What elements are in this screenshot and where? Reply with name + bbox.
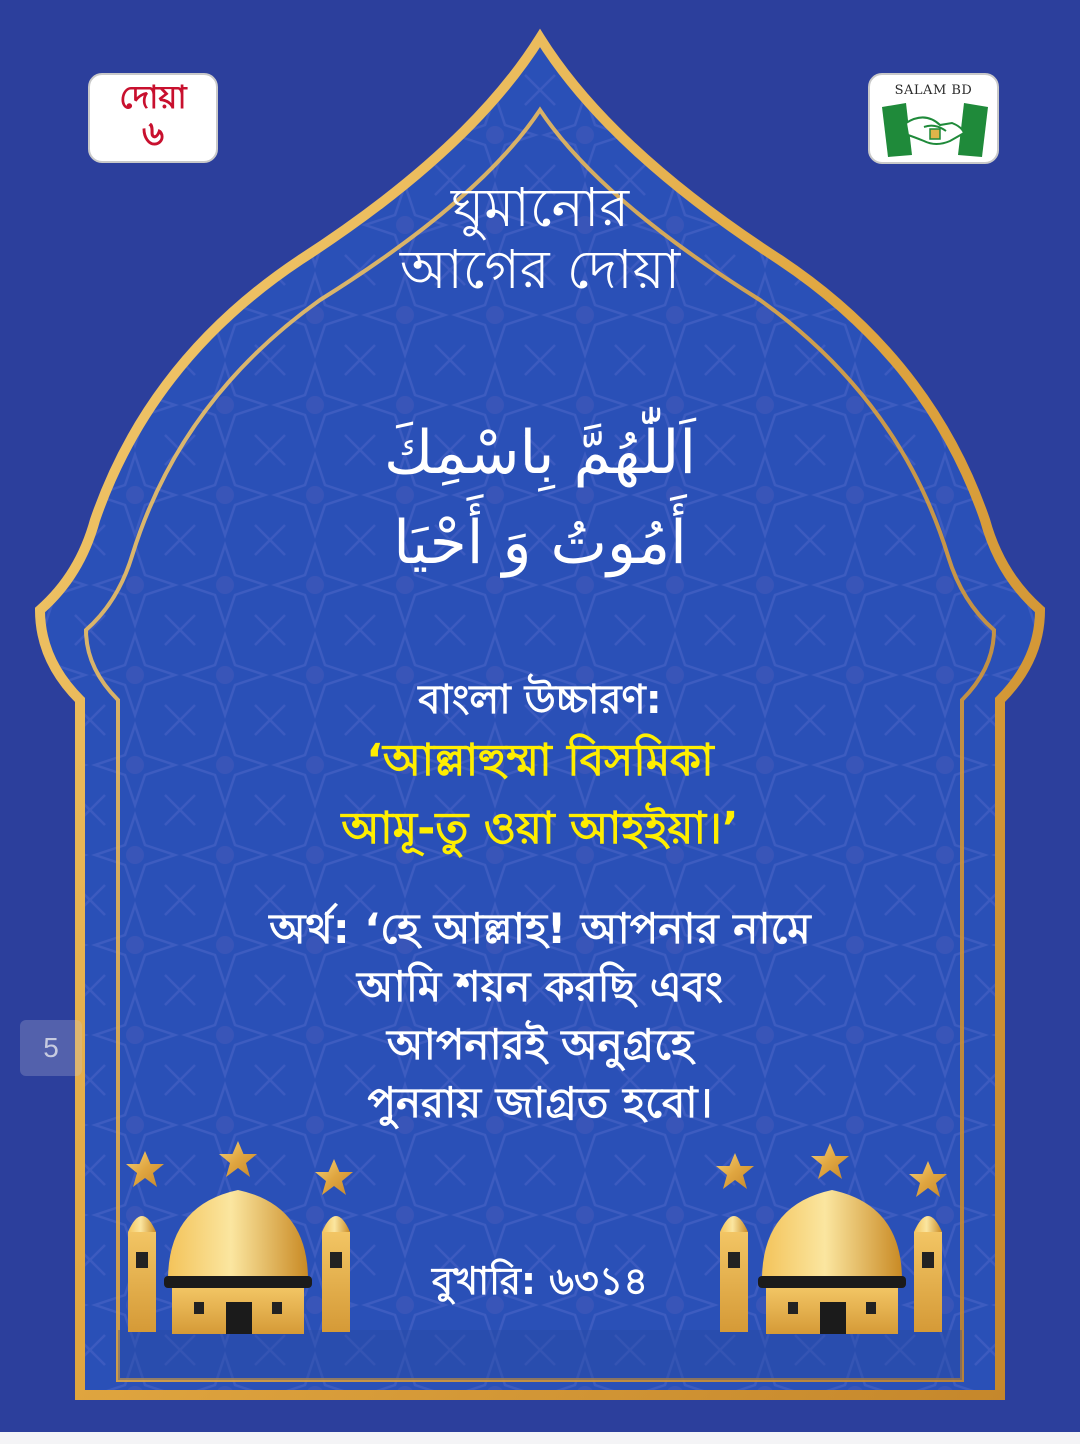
page-number: 5 — [20, 1020, 82, 1076]
badge-label: দোয়া — [119, 78, 187, 116]
handshake-icon — [880, 101, 990, 159]
logo-text: SALAM BD — [894, 83, 973, 98]
arabic-line-2: أَمُوتُ وَ أَحْيَا — [393, 508, 687, 578]
dua-number-badge — [88, 73, 218, 163]
meaning-line-1: অর্থ: ‘হে আল্লাহ! আপনার নামে — [269, 904, 811, 953]
arabic-line-1: اَللّٰهُمَّ بِاسْمِكَ — [384, 418, 696, 488]
title-line-2: আগের দোয়া — [399, 238, 681, 301]
pronunciation-line-1: ‘আল্লাহুম্মা বিসমিকা — [366, 735, 714, 786]
pronunciation-heading: বাংলা উচ্চারণ: — [418, 677, 662, 723]
meaning-line-4: পুনরায় জাগ্রত হবো। — [367, 1078, 713, 1127]
badge-number: ৬ — [141, 114, 165, 154]
meaning-line-2: আমি শয়ন করছি এবং — [356, 962, 724, 1011]
hadith-reference: বুখারি: ৬৩১৪ — [431, 1259, 649, 1303]
meaning-line-3: আপনারই অনুগ্রহে — [386, 1020, 694, 1069]
salam-bd-logo — [868, 73, 999, 164]
pronunciation-line-2: আমূ-তু ওয়া আহইয়া।’ — [341, 803, 739, 854]
title-line-1: ঘুমানোর — [450, 176, 630, 239]
